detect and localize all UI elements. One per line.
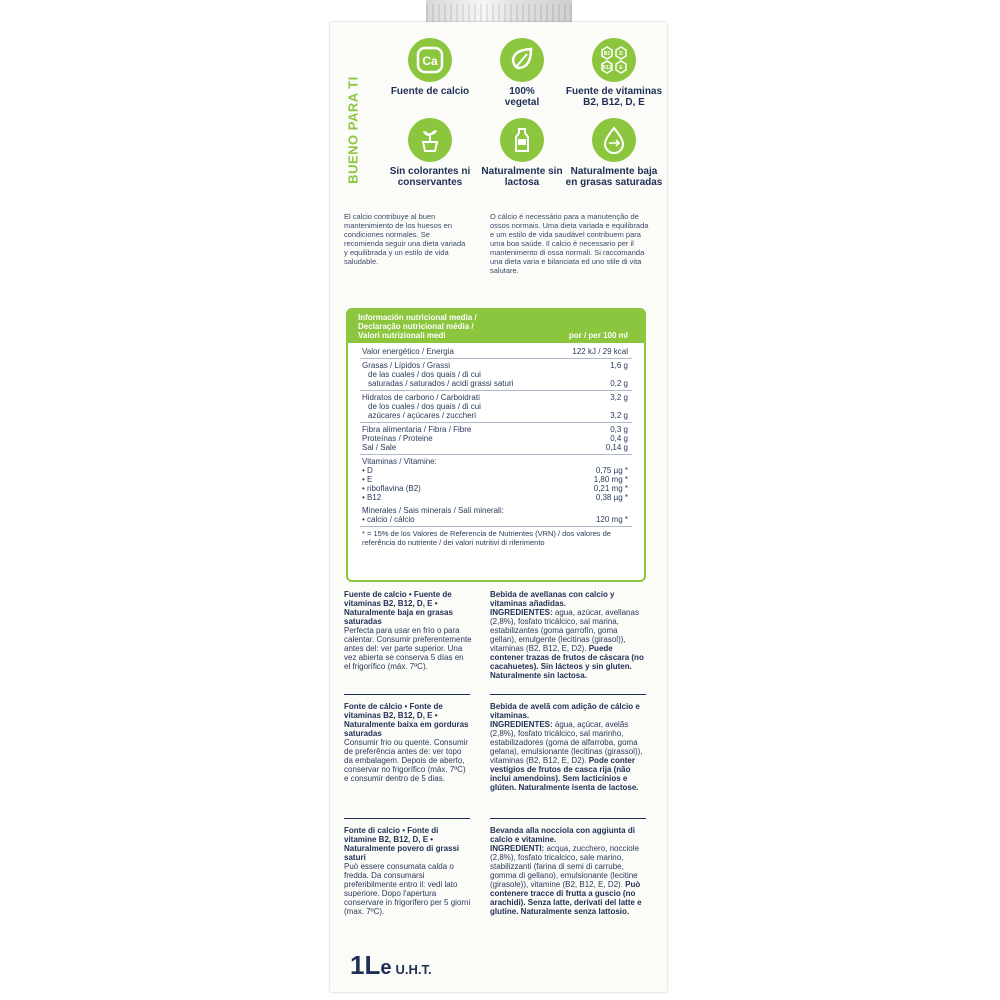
divider	[344, 694, 470, 695]
row-minerals-label: Minerales / Sais minerais / Sali minerali:	[362, 506, 504, 515]
row-vitamins-label: Vitaminas / Vitamine:	[362, 457, 437, 466]
section-it-left: Fonte di calcio • Fonte di vitamine B2, B12, D, E • Naturalmente povero di grassi saturi Può essere consumata calda o fredda. Da consumarsi preferibilmente entro il: vedi lato superiore. Dopo l'apertura conservare in frigorifero per 5 giorni (max. 7ºC).	[344, 826, 471, 916]
row-calcium: • calcio / cálcio 120 mg *	[362, 515, 628, 524]
claims-pt-it: O cálcio é necessário para a manutenção de ossos normais. Uma dieta variada e equilibrada e um estilo de vida saudável contribuem para uma boa saúde. Il calcio è necessario per il mantenimento di ossa normali. Si raccomanda una dieta varia e bilanciata ed uno stile di vita salutare.	[490, 212, 649, 275]
benefit-calcium	[380, 38, 480, 97]
benefit-vegetal	[472, 38, 572, 108]
per-100ml: por / per 100 ml	[568, 331, 628, 340]
row-salt: Sal / Sale 0,14 g	[362, 443, 628, 452]
section-es-right: Bebida de avellanas con calcio y vitaminas añadidas. INGREDIENTES: agua, azúcar, avellanas (2,8%), fosfato tricálcico, sal marina, estabilizantes (goma garrofín, goma gellan), emulgente (lecitinas (girasol)), vitaminas (B2, B12, E, D2). Puede contener trazas de frutos de cáscara (no cacahuetes). Sin lácteos y sin gluten. Naturalmente sin lactosa.	[490, 590, 644, 680]
row-vitamin-d: • D 0,75 µg *	[362, 466, 628, 475]
benefit-label: 100% vegetal	[504, 86, 540, 108]
benefit-lactose-free	[472, 118, 572, 188]
svg-text:D: D	[619, 51, 623, 57]
benefit-label: Sin colorantes ni conservantes	[389, 166, 471, 188]
svg-text:B2: B2	[603, 51, 611, 57]
estimated-sign: e	[380, 957, 392, 979]
row-fat-sub1: de las cuales / dos quais / di cui	[368, 370, 481, 379]
benefit-label: Fuente de vitaminas B2, B12, D, E	[565, 86, 663, 108]
svg-text:E: E	[619, 65, 623, 71]
section-es-left: Fuente de calcio • Fuente de vitaminas B2, B12, D, E • Naturalmente baja en grasas saturadas Perfecta para usar en frío o para calentar. Consumir preferentemente antes del: ver parte superior. Una vez abierta se conserva 5 días en el frigorífico (máx. 7ºC).	[344, 590, 472, 671]
volume-label: 1Le U.H.T.	[350, 950, 432, 980]
section-it-right: Bevanda alla nocciola con aggiunta di calcio e vitamine. INGREDIENTI: acqua, zucchero, nocciole (2,8%), fosfato tricalcico, sale marino, stabilizzanti (farina di semi di carrube, gomma di gellano), emulsionante (lecitine (girasole)), vitamine (B2, B12, E, D2). Può contenere tracce di frutta a guscio (no arachidi). Senza latte, derivati del latte e glutine. Naturalmente senza lattosio.	[490, 826, 642, 916]
claims-es: El calcio contribuye al buen mantenimiento de los huesos en condiciones normales. Se recomienda seguir una dieta variada y equilibrada y un estilo de vida saludable.	[344, 212, 466, 266]
divider	[490, 818, 646, 819]
nutrition-footnote: * = 15% de los Valores de Referencia de Nutrientes (VRN) / dos valores de referência do nutriente / dei valori nutritivi di riferimento	[362, 529, 611, 547]
nutrition-table	[346, 308, 646, 582]
row-riboflavin: • riboflavina (B2) 0,21 mg *	[362, 484, 628, 493]
benefit-no-colorants	[380, 118, 480, 188]
divider	[344, 818, 470, 819]
divider	[490, 694, 646, 695]
section-pt-right: Bebida de avelã com adição de cálcio e vitaminas. INGREDIENTES: água, açúcar, avelãs (2,8%), fosfato tricálcico, sal marinho, estabilizadores (goma de alfarroba, goma gelana), emulsionante (lecitinas (girassol)), vitaminas (B2, B12, E, D2). Pode conter vestígios de frutos de casca rija (não inclui amendoins). Sem lacticínios e glúten. Naturalmente isenta de lactose.	[490, 702, 643, 792]
row-carbs-sub1: de los cuales / dos quais / di cui	[368, 402, 481, 411]
benefit-vitamins	[564, 38, 664, 108]
row-carbs: Hidratos de carbono / Carboidrati 3,2 g	[362, 393, 628, 402]
benefit-label: Naturalmente baja en grasas saturadas	[565, 166, 663, 188]
row-vitamin-e: • E 1,80 mg *	[362, 475, 628, 484]
vitamins-icon	[592, 38, 636, 82]
row-vitamin-b12: • B12 0,38 µg *	[362, 493, 628, 502]
vertical-title: BUENO PARA TI	[345, 76, 361, 184]
uht-label: U.H.T.	[395, 962, 432, 977]
row-protein: Proteínas / Proteine 0,4 g	[362, 434, 628, 443]
row-sugars: azúcares / açúcares / zuccheri 3,2 g	[368, 411, 628, 420]
bottle-icon	[500, 118, 544, 162]
drop-icon	[592, 118, 636, 162]
svg-text:B12: B12	[602, 65, 612, 71]
nutrition-header: Información nutricional media / Declaração nutricional média / Valori nutrizionali medi por / per 100 ml	[348, 310, 644, 343]
section-pt-left: Fonte de cálcio • Fonte de vitaminas B2, B12, D, E • Naturalmente baixa em gorduras saturadas Consumir frio ou quente. Consumir de preferência antes de: ver topo da embalagem. Depois de aberto, conservar no frigorífico (máx. 7ºC) e consumir dentro de 5 dias.	[344, 702, 469, 783]
row-energy: Valor energético / Energia 122 kJ / 29 kcal	[362, 347, 628, 356]
svg-text:Ca: Ca	[422, 54, 438, 68]
benefit-low-fat	[564, 118, 664, 188]
row-fat-saturated: saturadas / saturados / acidi grassi saturi 0,2 g	[368, 379, 628, 388]
row-fibre: Fibra alimentaria / Fibra / Fibre 0,3 g	[362, 425, 628, 434]
plant-pot-icon	[408, 118, 452, 162]
benefit-label: Naturalmente sin lactosa	[481, 166, 563, 188]
leaf-icon	[500, 38, 544, 82]
calcium-icon	[408, 38, 452, 82]
row-fat: Grasas / Lípidos / Grassi 1,6 g	[362, 361, 628, 370]
benefit-label: Fuente de calcio	[390, 86, 470, 97]
